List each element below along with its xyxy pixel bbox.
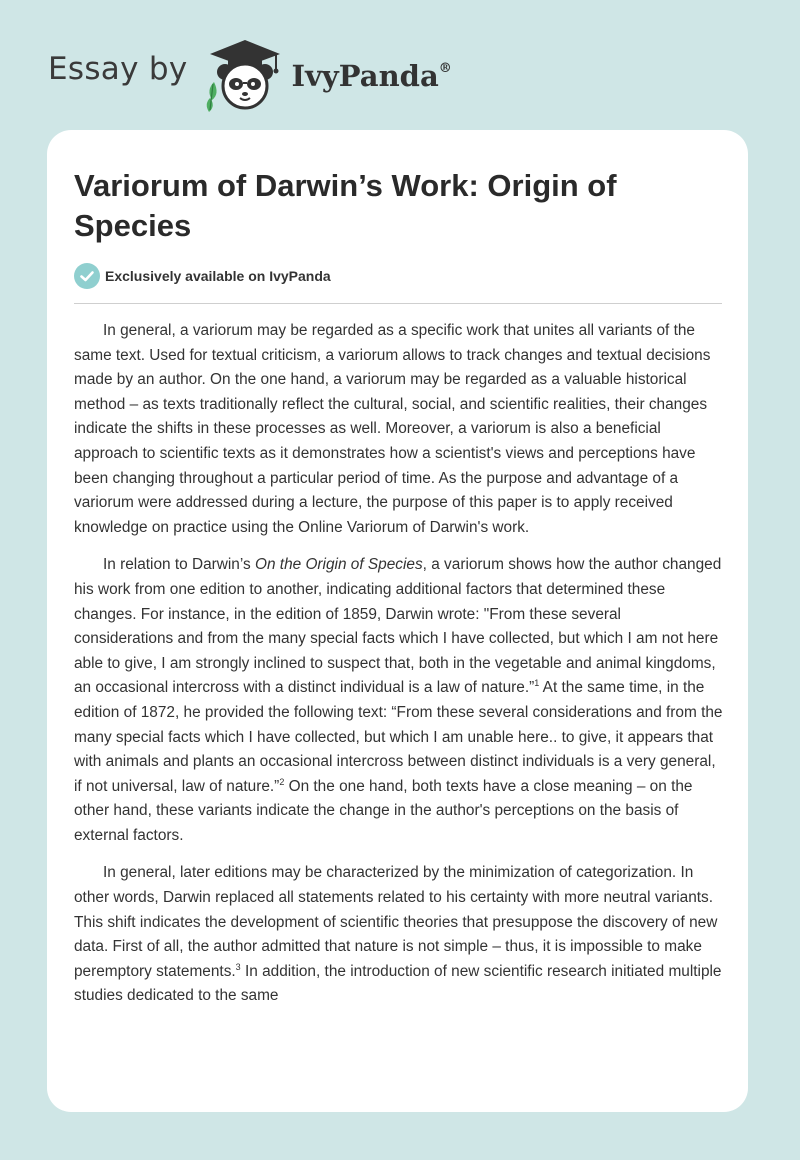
- paragraph-1: In general, a variorum may be regarded as a specific work that unites all variants of the same text. Used for textual criticism, a variorum allows to track changes and textual decisions made by an author. On the one hand, a variorum may be regarded as a valuable historical method – as texts traditionally reflect the cultural, social, and scientific realities, their changes indicate the shifts in these processes as well. Moreover, a variorum is also a beneficial approach to scientific texts as it demonstrates how a scientist's views and perceptions have been changing throughout a particular period of time. As the purpose and advantage of a variorum were addressed during a lecture, the purpose of this paper is to apply received knowledge on practice using the Online Variorum of Darwin's work.: [74, 322, 711, 536]
- exclusive-badge: [74, 263, 331, 289]
- paragraph-3: In general, later editions may be characterized by the minimization of categorization. In other words, Darwin replaced all statements related to his certainty with more neutral variants. This shift indicates the development of scientific theories that presuppose the discovery of new data. First of all, the author admitted that nature is not simple – thus, it is impossible to make peremptory statements.$^3$ In addition, the introduction of new scientific research initiated multiple studies dedicated to the same: [74, 864, 722, 1005]
- essay-card: [47, 130, 748, 1112]
- page-title: Variorum of Darwin’s Work: Origin of Species: [74, 168, 617, 243]
- footnote-ref-2[interactable]: 2: [279, 776, 285, 787]
- paragraph-2: In relation to Darwin’s On the Origin of Species, a variorum shows how the author changed his work from one edition to another, indicating additional factors that determined these changes. For instance, in the edition of 1859, Darwin wrote: "From these several considerations and from the many special facts which I have collected, but which I am not here able to give, I am strongly inclined to suspect that, both in the vegetable and animal kingdoms, an occasional intercross with a distinct individual is a law of nature.”$^1$ At the same time, in the edition of 1872, he provided the following text: “From these several considerations and from the many special facts which I have collected, but which I am unable here.. to give, it appears that with animals and plants an occasional intercross between distinct individuals is a very general, if not universal, law of nature.”$^2$ On the one hand, both texts have a close meaning – on the other hand, these variants indicate the change in the author's perceptions on the basis of external factors.: [74, 556, 723, 844]
- footnote-ref-3[interactable]: 3: [235, 961, 241, 972]
- exclusive-badge-text: Exclusively available on IvyPanda: [105, 268, 331, 284]
- check-circle-icon: [74, 263, 100, 289]
- site-header: [48, 34, 452, 114]
- essay-by-label: Essay by: [48, 51, 188, 87]
- divider: [74, 303, 722, 304]
- panda-graduate-logo-icon[interactable]: [200, 34, 290, 114]
- brand-name: IvyPanda®: [291, 59, 452, 93]
- book-title: On the Origin of Species: [254, 556, 423, 574]
- essay-body: [74, 319, 724, 1022]
- registered-mark: ®: [438, 61, 452, 76]
- footnote-ref-1[interactable]: 1: [534, 678, 540, 689]
